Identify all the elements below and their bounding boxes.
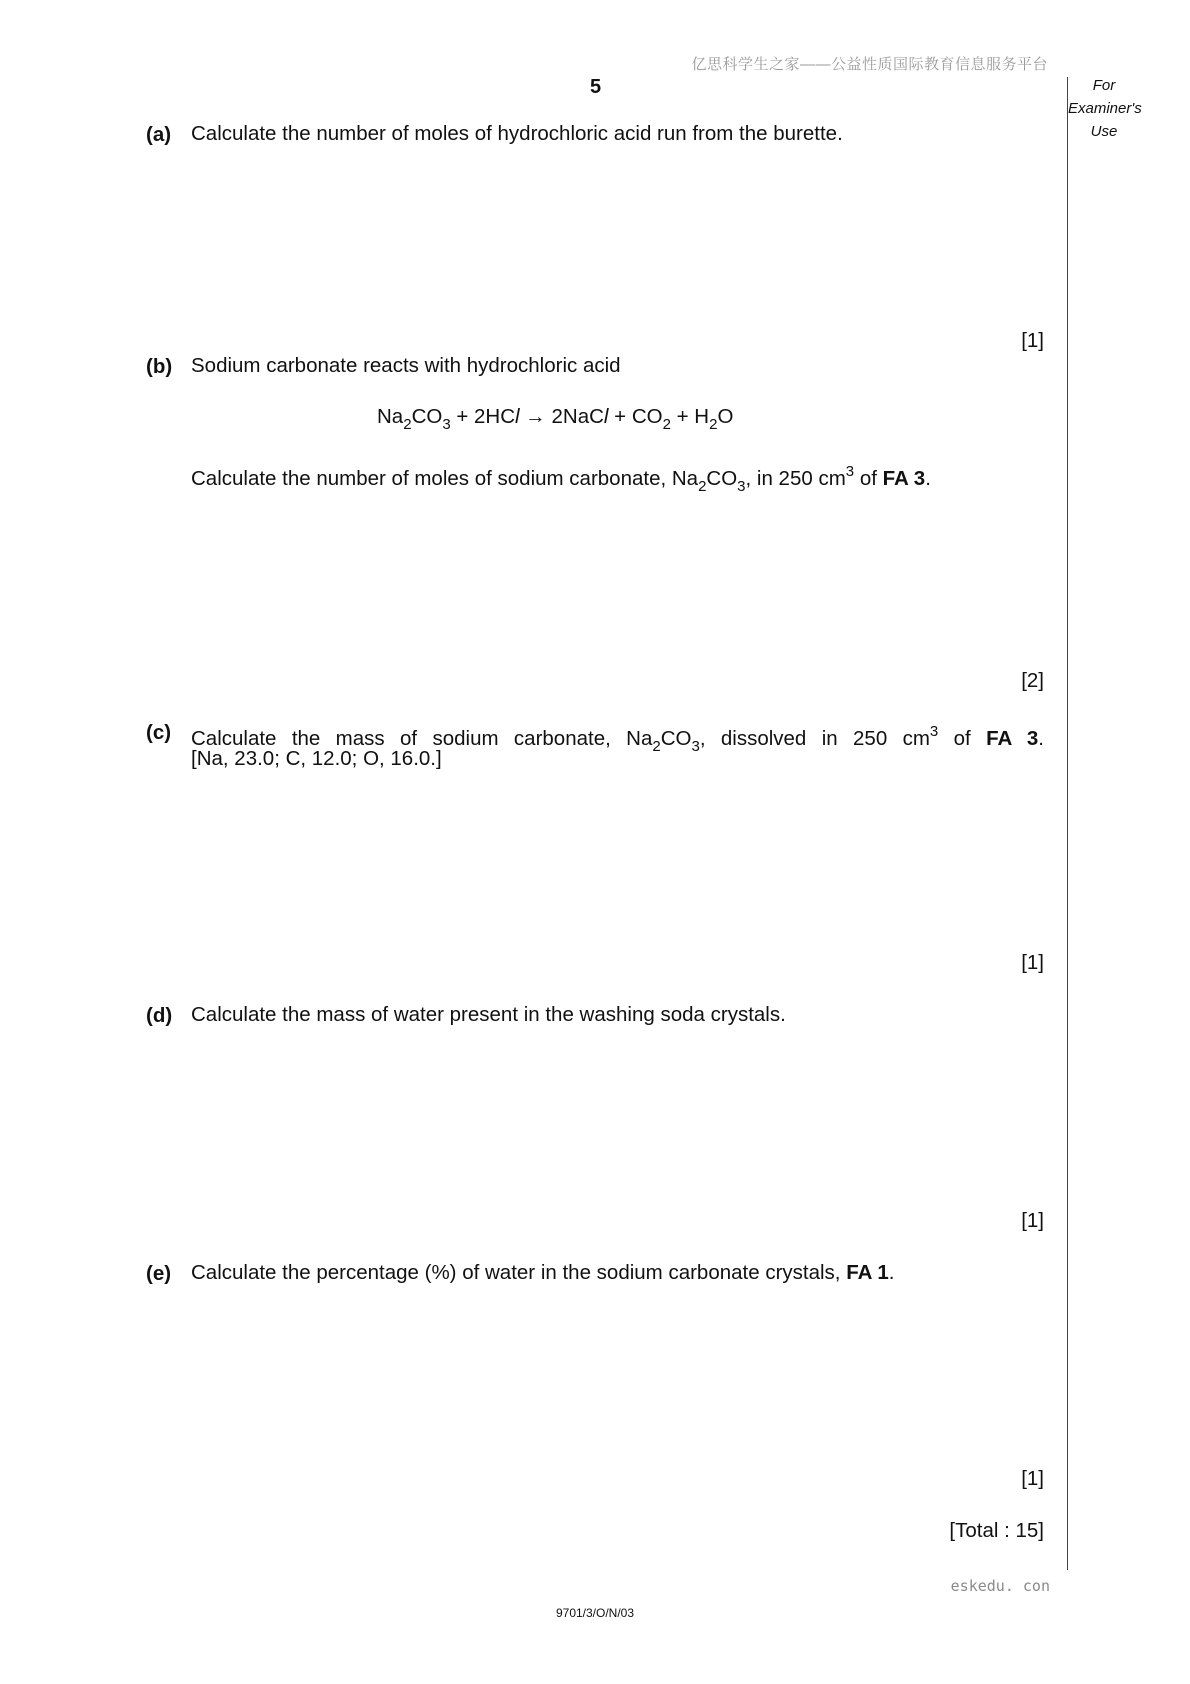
text-run: CO <box>660 727 692 750</box>
subscript: 3 <box>737 478 746 495</box>
eq-sub: 3 <box>442 416 451 433</box>
text-run: of <box>854 467 883 490</box>
site-watermark: eskedu. con <box>950 1577 1050 1595</box>
examiner-margin-line <box>1067 77 1068 1570</box>
eq-chlorine-l: l <box>603 405 609 428</box>
question-b-instruction <box>191 458 931 500</box>
text-run: , dissolved in 250 cm <box>699 727 930 750</box>
paper-code: 9701/3/O/N/03 <box>555 1606 635 1620</box>
question-a-text: Calculate the number of moles of hydrochloric acid run from the burette. <box>191 122 843 145</box>
total-marks: [Total : 15] <box>949 1519 1044 1542</box>
page-number: 5 <box>590 76 602 98</box>
question-e-mark: [1] <box>1021 1467 1044 1490</box>
text-run: Calculate the number of moles of sodium carbonate, Na <box>191 467 699 490</box>
question-c-label: (c) <box>146 721 172 744</box>
question-d-mark: [1] <box>1021 1209 1044 1232</box>
question-d-text: Calculate the mass of water present in the washing soda crystals. <box>191 1003 786 1026</box>
eq-hcl: + 2HC <box>450 405 516 428</box>
question-c-mark: [1] <box>1021 951 1044 974</box>
question-b-mark: [2] <box>1021 669 1044 692</box>
subscript: 2 <box>698 478 707 495</box>
question-b-label: (b) <box>146 355 173 378</box>
text-run: . <box>888 1261 895 1284</box>
text-run: of <box>938 727 987 750</box>
watermark-text: 亿思科学生之家——公益性质国际教育信息服务平台 <box>691 56 1048 73</box>
examiner-line-3: Use <box>1090 123 1118 140</box>
question-b-text: Sodium carbonate reacts with hydrochloric acid <box>191 354 621 377</box>
text-run: Calculate the mass of sodium carbonate, Na <box>191 727 653 750</box>
eq-co2: + CO <box>608 405 663 428</box>
examiner-line-2: Examiner's <box>1068 100 1142 117</box>
eq-na: Na <box>377 405 404 428</box>
chemical-equation <box>377 405 733 433</box>
eq-sub: 2 <box>709 416 718 433</box>
eq-water: + H <box>670 405 710 428</box>
eq-co: CO <box>411 405 443 428</box>
question-d-label: (d) <box>146 1004 173 1027</box>
question-e-text <box>191 1259 894 1286</box>
eq-sub: 2 <box>662 416 671 433</box>
subscript: 2 <box>652 738 661 755</box>
question-c-line-2: [Na, 23.0; C, 12.0; O, 16.0.] <box>191 747 442 770</box>
bold-ref: FA 3 <box>986 727 1039 750</box>
text-run: , in 250 cm <box>745 467 846 490</box>
examiner-use-label <box>1068 74 1140 143</box>
text-run: CO <box>706 467 738 490</box>
bold-ref: FA 3 <box>882 467 926 490</box>
examiner-line-1: For <box>1092 77 1116 94</box>
subscript: 3 <box>691 738 700 755</box>
question-e-label: (e) <box>146 1262 172 1285</box>
text-run: Calculate the percentage (%) of water in the sodium carbonate crystals, <box>191 1261 847 1284</box>
eq-oxygen: O <box>717 405 734 428</box>
eq-arrow-nacl: → 2NaC <box>519 405 604 428</box>
question-a-mark: [1] <box>1021 329 1044 352</box>
question-a-label: (a) <box>146 123 172 146</box>
eq-chlorine-l: l <box>515 405 520 428</box>
eq-sub: 2 <box>403 416 412 433</box>
text-run: . <box>1038 727 1044 750</box>
text-run: . <box>925 467 931 490</box>
superscript: 3 <box>845 463 855 480</box>
bold-ref: FA 1 <box>846 1261 889 1284</box>
superscript: 3 <box>929 723 939 740</box>
